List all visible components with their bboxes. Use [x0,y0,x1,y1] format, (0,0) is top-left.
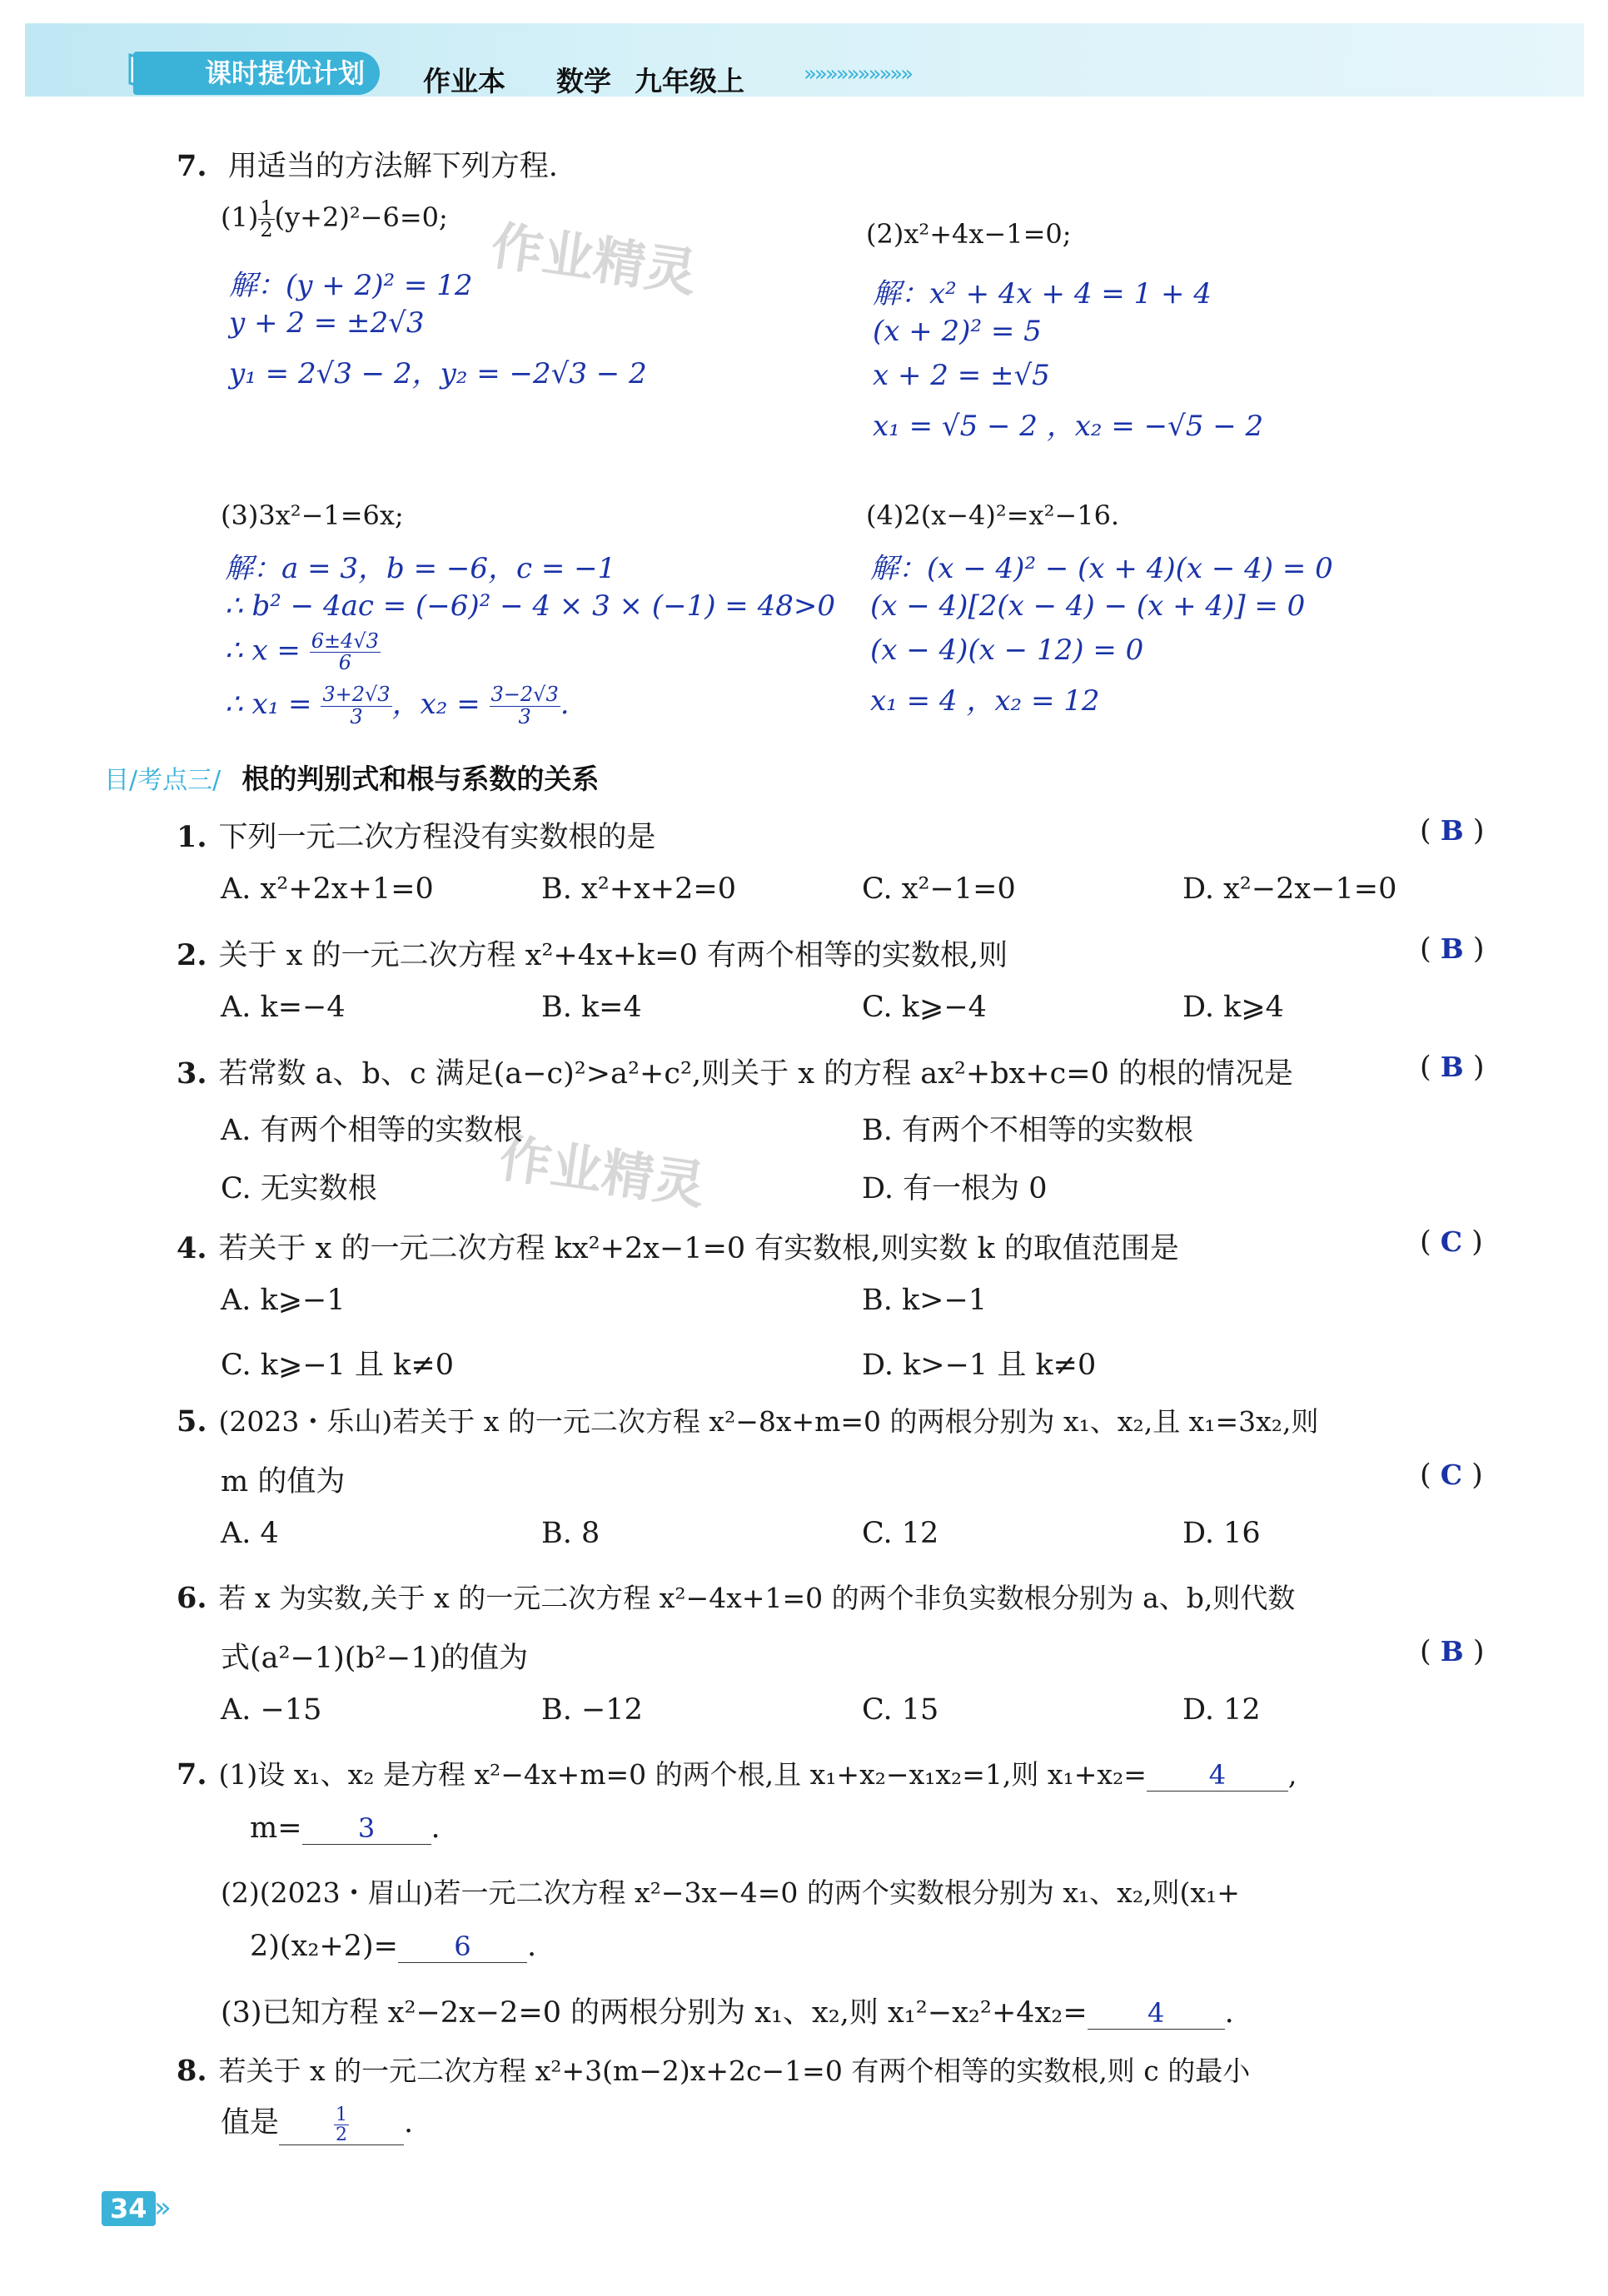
q4-option-d: D. k>−1 且 k≠0 [862,1349,1097,1382]
q7-top-stem: 7. 用适当的方法解下列方程. [177,149,558,183]
q7-p2-step2: (x + 2)² = 5 [873,315,1042,348]
q6-option-d: D. 12 [1182,1693,1261,1727]
watermark-top: 作业精灵 [487,215,701,304]
q7-top-number: 7. [177,149,207,183]
q7-p4-label: (4)2(x−4)²=x²−16. [866,499,1120,531]
q5-option-c: C. 12 [862,1517,939,1550]
q7-p2-step3: x + 2 = ±√5 [873,359,1050,392]
q4-option-c: C. k⩾−1 且 k≠0 [221,1349,454,1382]
q6-answer: ( B ) [1420,1635,1485,1668]
q3-option-c: C. 无实数根 [221,1172,377,1205]
q5-answer: ( C ) [1420,1459,1483,1492]
header-badge: 课时提优计划 [133,52,380,95]
q1-option-d: D. x²−2x−1=0 [1182,872,1397,906]
section-tag: 目/考点三/ [104,766,222,795]
q7-part1-m-blank[interactable]: 3 [302,1812,431,1845]
q4-option-b: B. k>−1 [862,1284,988,1317]
q1-answer: ( B ) [1420,814,1485,847]
q5-stem-line2: m 的值为 [221,1465,346,1498]
q7-part1-m: m= 3 . [250,1811,441,1845]
q7-p1-step1: 解：(y + 2)² = 12 [229,269,473,302]
q7-p1-step3: y₁ = 2√3 − 2，y₂ = −2√3 − 2 [229,357,647,390]
q5-stem: 5. (2023・乐山)若关于 x 的一元二次方程 x²−8x+m=0 的两根分别为 x₁、x₂,且 x₁=3x₂,则 [177,1404,1319,1439]
q1-stem: 1. 下列一元二次方程没有实数根的是 [177,820,656,854]
q3-option-b: B. 有两个不相等的实数根 [862,1114,1193,1147]
q3-option-d: D. 有一根为 0 [862,1172,1048,1205]
q2-option-c: C. k⩾−4 [862,991,987,1024]
fraction-half: $\frac{1}{2}$ [260,196,273,242]
page-number: 34 [102,2191,156,2226]
q7-part3-blank[interactable]: 4 [1088,1997,1225,2030]
q7-part1: 7. (1)设 x₁、x₂ 是方程 x²−4x+m=0 的两个根,且 x₁+x₂−x₁x₂=1,则 x₁+x₂= 4 , [177,1757,1297,1792]
section-title: 根的判别式和根与系数的关系 [241,763,600,795]
q7-p2-label: (2)x²+4x−1=0; [866,218,1072,250]
q7-p4-step2: (x − 4)[2(x − 4) − (x + 4)] = 0 [870,589,1306,623]
section-header [104,758,599,797]
q7-p3-label: (3)3x²−1=6x; [221,499,404,531]
q4-stem: 4. 若关于 x 的一元二次方程 kx²+2x−1=0 有实数根,则实数 k 的取值范围是 [177,1231,1179,1265]
q6-option-c: C. 15 [862,1693,939,1727]
q7-p3-step1: 解：a = 3，b = −6，c = −1 [225,552,616,585]
q7-p3-step4: ∴ x₁ = $\frac{3+2√3}{3}$ ，x₂ = $\frac{3-2√3}{3}$ . [225,683,570,728]
watermark-mid: 作业精灵 [495,1127,709,1216]
q6-option-b: B. −12 [541,1693,643,1727]
q7-p4-step1: 解：(x − 4)² − (x + 4)(x − 4) = 0 [870,552,1333,585]
q5-option-a: A. 4 [221,1517,279,1550]
q8-stem-line2: 值是 $\frac{1}{2}$ . [221,2104,414,2145]
q7-p1-label: (1) $\frac{1}{2}$ (y+2)²−6=0; [221,196,448,242]
q6-stem: 6. 若 x 为实数,关于 x 的一元二次方程 x²−4x+1=0 的两个非负实数根分别为 a、b,则代数 [177,1581,1296,1615]
header-arrows: »»»»»»»»»» [804,62,912,87]
header-grade: 九年级上 [635,65,744,97]
q7-part2: (2)(2023・眉山)若一元二次方程 x²−3x−4=0 的两个实数根分别为 x₁、x₂,则(x₁+ [221,1876,1240,1909]
q7-p1-step2: y + 2 = ±2√3 [229,306,425,340]
q8-blank[interactable]: $\frac{1}{2}$ [279,2105,404,2145]
header-type: 作业本 [423,65,505,97]
q8-stem: 8. 若关于 x 的一元二次方程 x²+3(m−2)x+2c−1=0 有两个相等的实数根,则 c 的最小 [177,2054,1251,2088]
q2-stem: 2. 关于 x 的一元二次方程 x²+4x+k=0 有两个相等的实数根,则 [177,938,1008,972]
q7-p3-step3: ∴ x = $\frac{6\pm 4√3}{6}$ [225,629,379,675]
q5-option-d: D. 16 [1182,1517,1261,1550]
q7-part3: (3)已知方程 x²−2x−2=0 的两根分别为 x₁、x₂,则 x₁²−x₂²+4x₂= 4 . [221,1996,1234,2030]
q1-option-a: A. x²+2x+1=0 [221,872,434,906]
q2-answer: ( B ) [1420,932,1485,966]
q3-option-a: A. 有两个相等的实数根 [221,1114,523,1147]
q2-option-a: A. k=−4 [221,991,346,1024]
q7-p3-step2: ∴ b² − 4ac = (−6)² − 4 × 3 × (−1) = 48>0 [225,589,835,623]
q6-option-a: A. −15 [221,1693,322,1727]
q7-p4-step4: x₁ = 4 ，x₂ = 12 [870,684,1100,718]
q2-option-d: D. k⩾4 [1182,991,1284,1024]
chevron-right-icon: » [154,2191,172,2224]
q7-p2-step4: x₁ = √5 − 2 ，x₂ = −√5 − 2 [873,410,1264,443]
q7-part2-line2: 2)(x₂+2)= 6 . [250,1930,537,1963]
q1-option-b: B. x²+x+2=0 [541,872,736,906]
q4-option-a: A. k⩾−1 [221,1284,346,1317]
header-subject: 数学 [556,65,611,97]
q2-option-b: B. k=4 [541,991,642,1024]
q1-option-c: C. x²−1=0 [862,872,1016,906]
q7-p4-step3: (x − 4)(x − 12) = 0 [870,634,1144,667]
q3-stem: 3. 若常数 a、b、c 满足(a−c)²>a²+c²,则关于 x 的方程 ax²+bx+c=0 的根的情况是 [177,1056,1293,1091]
q7-part1-blank[interactable]: 4 [1147,1759,1288,1792]
q5-option-b: B. 8 [541,1517,600,1550]
q4-answer: ( C ) [1420,1225,1483,1259]
q6-stem-line2: 式(a²−1)(b²−1)的值为 [221,1642,529,1675]
q3-answer: ( B ) [1420,1051,1485,1084]
q7-part2-blank[interactable]: 6 [398,1931,527,1963]
q7-p2-step1: 解：x² + 4x + 4 = 1 + 4 [873,277,1212,311]
